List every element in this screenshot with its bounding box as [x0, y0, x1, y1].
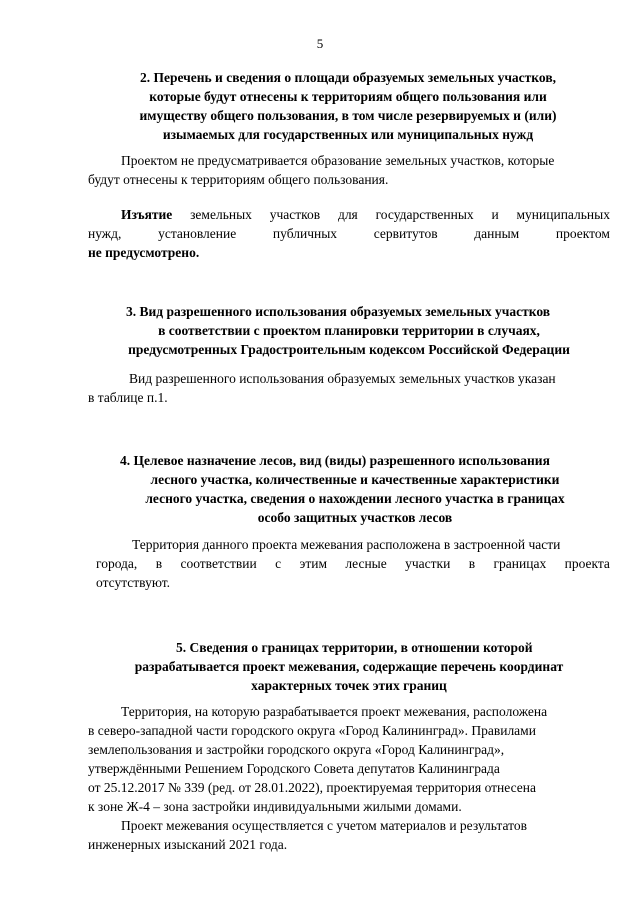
word: границах: [493, 556, 547, 571]
text-line: будут отнесены к территориям общего пользования.: [88, 172, 389, 187]
heading-line: 4. Целевое назначение лесов, вид (виды) разрешенного использования: [120, 453, 550, 468]
word: проектом: [555, 226, 610, 241]
heading-line: которые будут отнесены к территориям общего пользования или: [149, 89, 547, 104]
word: публичных: [272, 226, 338, 241]
text-line: [88, 205, 610, 224]
text-line: землепользования и застройки городского округа «Город Калининград»,: [88, 742, 505, 757]
text-line: Территория, на которую разрабатывается проект межевания, расположена: [121, 704, 548, 719]
heading-line: в соответствии с проектом планировки территории в случаях,: [158, 323, 540, 338]
word: этим: [299, 556, 327, 571]
section-5-paragraph-1: [88, 702, 610, 816]
text-line: [88, 224, 610, 243]
heading-line: 2. Перечень и сведения о площади образуемых земельных участков,: [140, 70, 556, 85]
section-5-heading: [88, 638, 610, 695]
word: нужд,: [88, 226, 122, 241]
word: города,: [96, 556, 138, 571]
heading-line: разрабатывается проект межевания, содержащие перечень координат: [134, 659, 564, 674]
word: для: [337, 207, 358, 222]
bold-phrase: не предусмотрено.: [88, 245, 200, 260]
text-line: Проектом не предусматривается образование земельных участков, которые: [121, 153, 555, 168]
bold-text-line: [88, 243, 610, 262]
section-4-heading: [100, 451, 610, 527]
text-line: от 25.12.2017 № 339 (ред. от 28.01.2022), проектируемая территория отнесена: [88, 780, 536, 795]
text-line: Проект межевания осуществляется с учетом материалов и результатов: [121, 818, 527, 833]
word: участки: [405, 556, 451, 571]
text-line: к зоне Ж-4 – зона застройки индивидуальными жилыми домами.: [88, 799, 462, 814]
section-2-paragraph-1: [88, 151, 610, 189]
text-line: Территория данного проекта межевания расположена в застроенной части: [132, 537, 561, 552]
section-4-paragraph: [96, 535, 610, 592]
word: с: [275, 556, 282, 571]
page-number: 5: [316, 36, 324, 51]
heading-line: особо защитных участков лесов: [257, 510, 453, 525]
word: и: [491, 207, 499, 222]
text-line: в северо-западной части городского округа «Город Калининград». Правилами: [88, 723, 536, 738]
bold-word: Изъятие: [121, 207, 173, 222]
word: государственных: [375, 207, 474, 222]
section-5-paragraph-2: [88, 816, 610, 854]
word: в: [155, 556, 163, 571]
heading-line: характерных точек этих границ: [251, 678, 447, 693]
section-2-heading: [88, 68, 608, 144]
heading-line: изымаемых для государственных или муниципальных нужд: [162, 127, 534, 142]
heading-line: имуществу общего пользования, в том числе резервируемых и (или): [139, 108, 557, 123]
text-line: инженерных изысканий 2021 года.: [88, 837, 288, 852]
word: муниципальных: [516, 207, 610, 222]
word: проекта: [564, 556, 610, 571]
word: данным: [474, 226, 520, 241]
text-line: отсутствуют.: [96, 575, 170, 590]
section-3-paragraph: [88, 369, 610, 407]
word: лесные: [345, 556, 387, 571]
heading-line: лесного участка, сведения о нахождении лесного участка в границах: [145, 491, 565, 506]
heading-line: лесного участка, количественные и качественные характеристики: [150, 472, 560, 487]
word: земельных: [190, 207, 252, 222]
heading-line: 5. Сведения о границах территории, в отношении которой: [176, 640, 533, 655]
text-line: утверждёнными Решением Городского Совета депутатов Калининграда: [88, 761, 500, 776]
text-line: [96, 554, 610, 573]
section-2-paragraph-2: [88, 205, 610, 262]
word: участков: [269, 207, 321, 222]
word: сервитутов: [373, 226, 438, 241]
text-line: в таблице п.1.: [88, 390, 168, 405]
heading-line: 3. Вид разрешенного использования образуемых земельных участков: [126, 304, 551, 319]
heading-line: предусмотренных Градостроительным кодексом Российской Федерации: [128, 342, 570, 357]
word: соответствии: [180, 556, 257, 571]
word: в: [468, 556, 476, 571]
word: установление: [158, 226, 237, 241]
text-line: Вид разрешенного использования образуемых земельных участков указан: [129, 371, 556, 386]
section-3-heading: [88, 302, 610, 359]
